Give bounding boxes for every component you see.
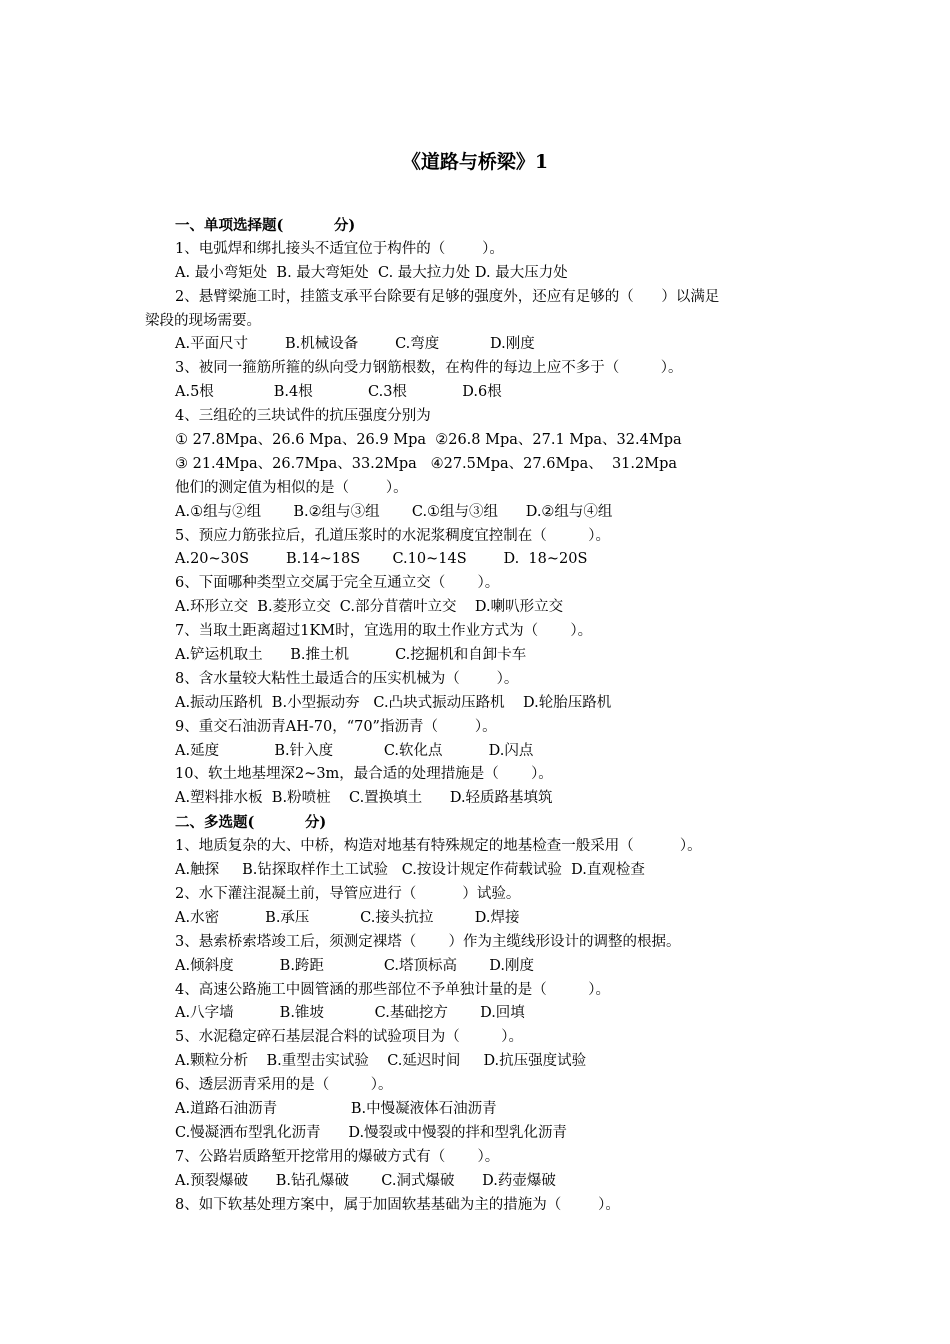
question-stem: 2、悬臂梁施工时，挂篮支承平台除要有足够的强度外，还应有足够的（ ）以满足 bbox=[175, 288, 720, 305]
section-heading-single-choice: 一、单项选择题( 分) bbox=[175, 217, 356, 234]
question-options: A.延度 B.针入度 C.软化点 D.闪点 bbox=[175, 742, 534, 759]
question-options: A.铲运机取土 B.推土机 C.挖掘机和自卸卡车 bbox=[175, 647, 527, 664]
question-options: A.5根 B.4根 C.3根 D.6根 bbox=[175, 384, 502, 401]
document-title: 《道路与桥梁》1 bbox=[401, 151, 549, 173]
question-options: A.颗粒分析 B.重型击实试验 C.延迟时间 D.抗压强度试验 bbox=[175, 1053, 587, 1070]
question-stem: 3、悬索桥索塔竣工后，须测定裸塔（ ）作为主缆线形设计的调整的根据。 bbox=[175, 933, 681, 950]
document-body bbox=[145, 214, 825, 1217]
question-stem: 4、三组砼的三块试件的抗压强度分别为 bbox=[175, 408, 431, 425]
question-options: A.道路石油沥青 B.中慢凝液体石油沥青 bbox=[175, 1100, 497, 1117]
question-options: A.振动压路机 B.小型振动夯 C.凸块式振动压路机 D.轮胎压路机 bbox=[175, 694, 612, 711]
question-stem: 5、预应力筋张拉后，孔道压浆时的水泥浆稠度宜控制在（ ）。 bbox=[175, 527, 610, 544]
question-stem-continuation: 梁段的现场需要。 bbox=[145, 312, 261, 329]
question-stem: 5、水泥稳定碎石基层混合料的试验项目为（ ）。 bbox=[175, 1029, 523, 1046]
question-data-line: 他们的测定值为相似的是（ ）。 bbox=[175, 479, 408, 496]
question-stem: 8、含水量较大粘性土最适合的压实机械为（ ）。 bbox=[175, 670, 519, 687]
question-stem: 10、软土地基埋深2~3m，最合适的处理措施是（ ）。 bbox=[175, 766, 553, 783]
question-data-line: ③ 21.4Mpa、26.7Mpa、33.2Mpa ④27.5Mpa、27.6Mpa、 31.2Mpa bbox=[175, 455, 678, 472]
question-options: A.倾斜度 B.跨距 C.塔顶标高 D.刚度 bbox=[175, 957, 535, 974]
question-options: A.触探 B.钻探取样作土工试验 C.按设计规定作荷载试验 D.直观检查 bbox=[175, 862, 645, 879]
question-stem: 3、被同一箍筋所箍的纵向受力钢筋根数，在构件的每边上应不多于（ ）。 bbox=[175, 360, 683, 377]
question-stem: 1、电弧焊和绑扎接头不适宜位于构件的（ ）。 bbox=[175, 240, 504, 257]
question-stem: 7、公路岩质路堑开挖常用的爆破方式有（ ）。 bbox=[175, 1148, 500, 1165]
question-options: A.预裂爆破 B.钻孔爆破 C.洞式爆破 D.药壶爆破 bbox=[175, 1172, 556, 1189]
question-options: C.慢凝洒布型乳化沥青 D.慢裂或中慢裂的拌和型乳化沥青 bbox=[175, 1124, 568, 1141]
question-stem: 9、重交石油沥青AH-70，“70”指沥青（ ）。 bbox=[175, 718, 497, 735]
question-stem: 2、水下灌注混凝土前，导管应进行（ ）试验。 bbox=[175, 885, 521, 902]
question-options: A.八字墙 B.锥坡 C.基础挖方 D.回填 bbox=[175, 1005, 525, 1022]
question-data-line: ① 27.8Mpa、26.6 Mpa、26.9 Mpa ②26.8 Mpa、27.1 Mpa、32.4Mpa bbox=[175, 432, 682, 449]
question-stem: 6、下面哪种类型立交属于完全互通立交（ ）。 bbox=[175, 575, 500, 592]
question-stem: 1、地质复杂的大、中桥，构造对地基有特殊规定的地基检查一般采用（ ）。 bbox=[175, 838, 702, 855]
question-stem: 8、如下软基处理方案中，属于加固软基基础为主的措施为（ ）。 bbox=[175, 1196, 620, 1213]
question-options: A.环形立交 B.菱形立交 C.部分苜蓿叶立交 D.喇叭形立交 bbox=[175, 599, 564, 616]
question-options: A.①组与②组 B.②组与③组 C.①组与③组 D.②组与④组 bbox=[175, 503, 613, 520]
question-options: A.水密 B.承压 C.接头抗拉 D.焊接 bbox=[175, 909, 520, 926]
question-stem: 6、透层沥青采用的是（ ）。 bbox=[175, 1077, 393, 1094]
question-stem: 7、当取土距离超过1KM时，宜选用的取土作业方式为（ ）。 bbox=[175, 623, 593, 640]
section-heading-multiple-choice: 二、多选题( 分) bbox=[175, 814, 327, 832]
question-options: A.20~30S B.14~18S C.10~14S D. 18~20S bbox=[175, 551, 588, 568]
question-options: A. 最小弯矩处 B. 最大弯矩处 C. 最大拉力处 D. 最大压力处 bbox=[175, 264, 568, 281]
question-stem: 4、高速公路施工中圆管涵的那些部位不予单独计量的是（ ）。 bbox=[175, 981, 610, 998]
question-options: A.平面尺寸 B.机械设备 C.弯度 D.刚度 bbox=[175, 336, 535, 353]
question-options: A.塑料排水板 B.粉喷桩 C.置换填土 D.轻质路基填筑 bbox=[175, 790, 553, 807]
